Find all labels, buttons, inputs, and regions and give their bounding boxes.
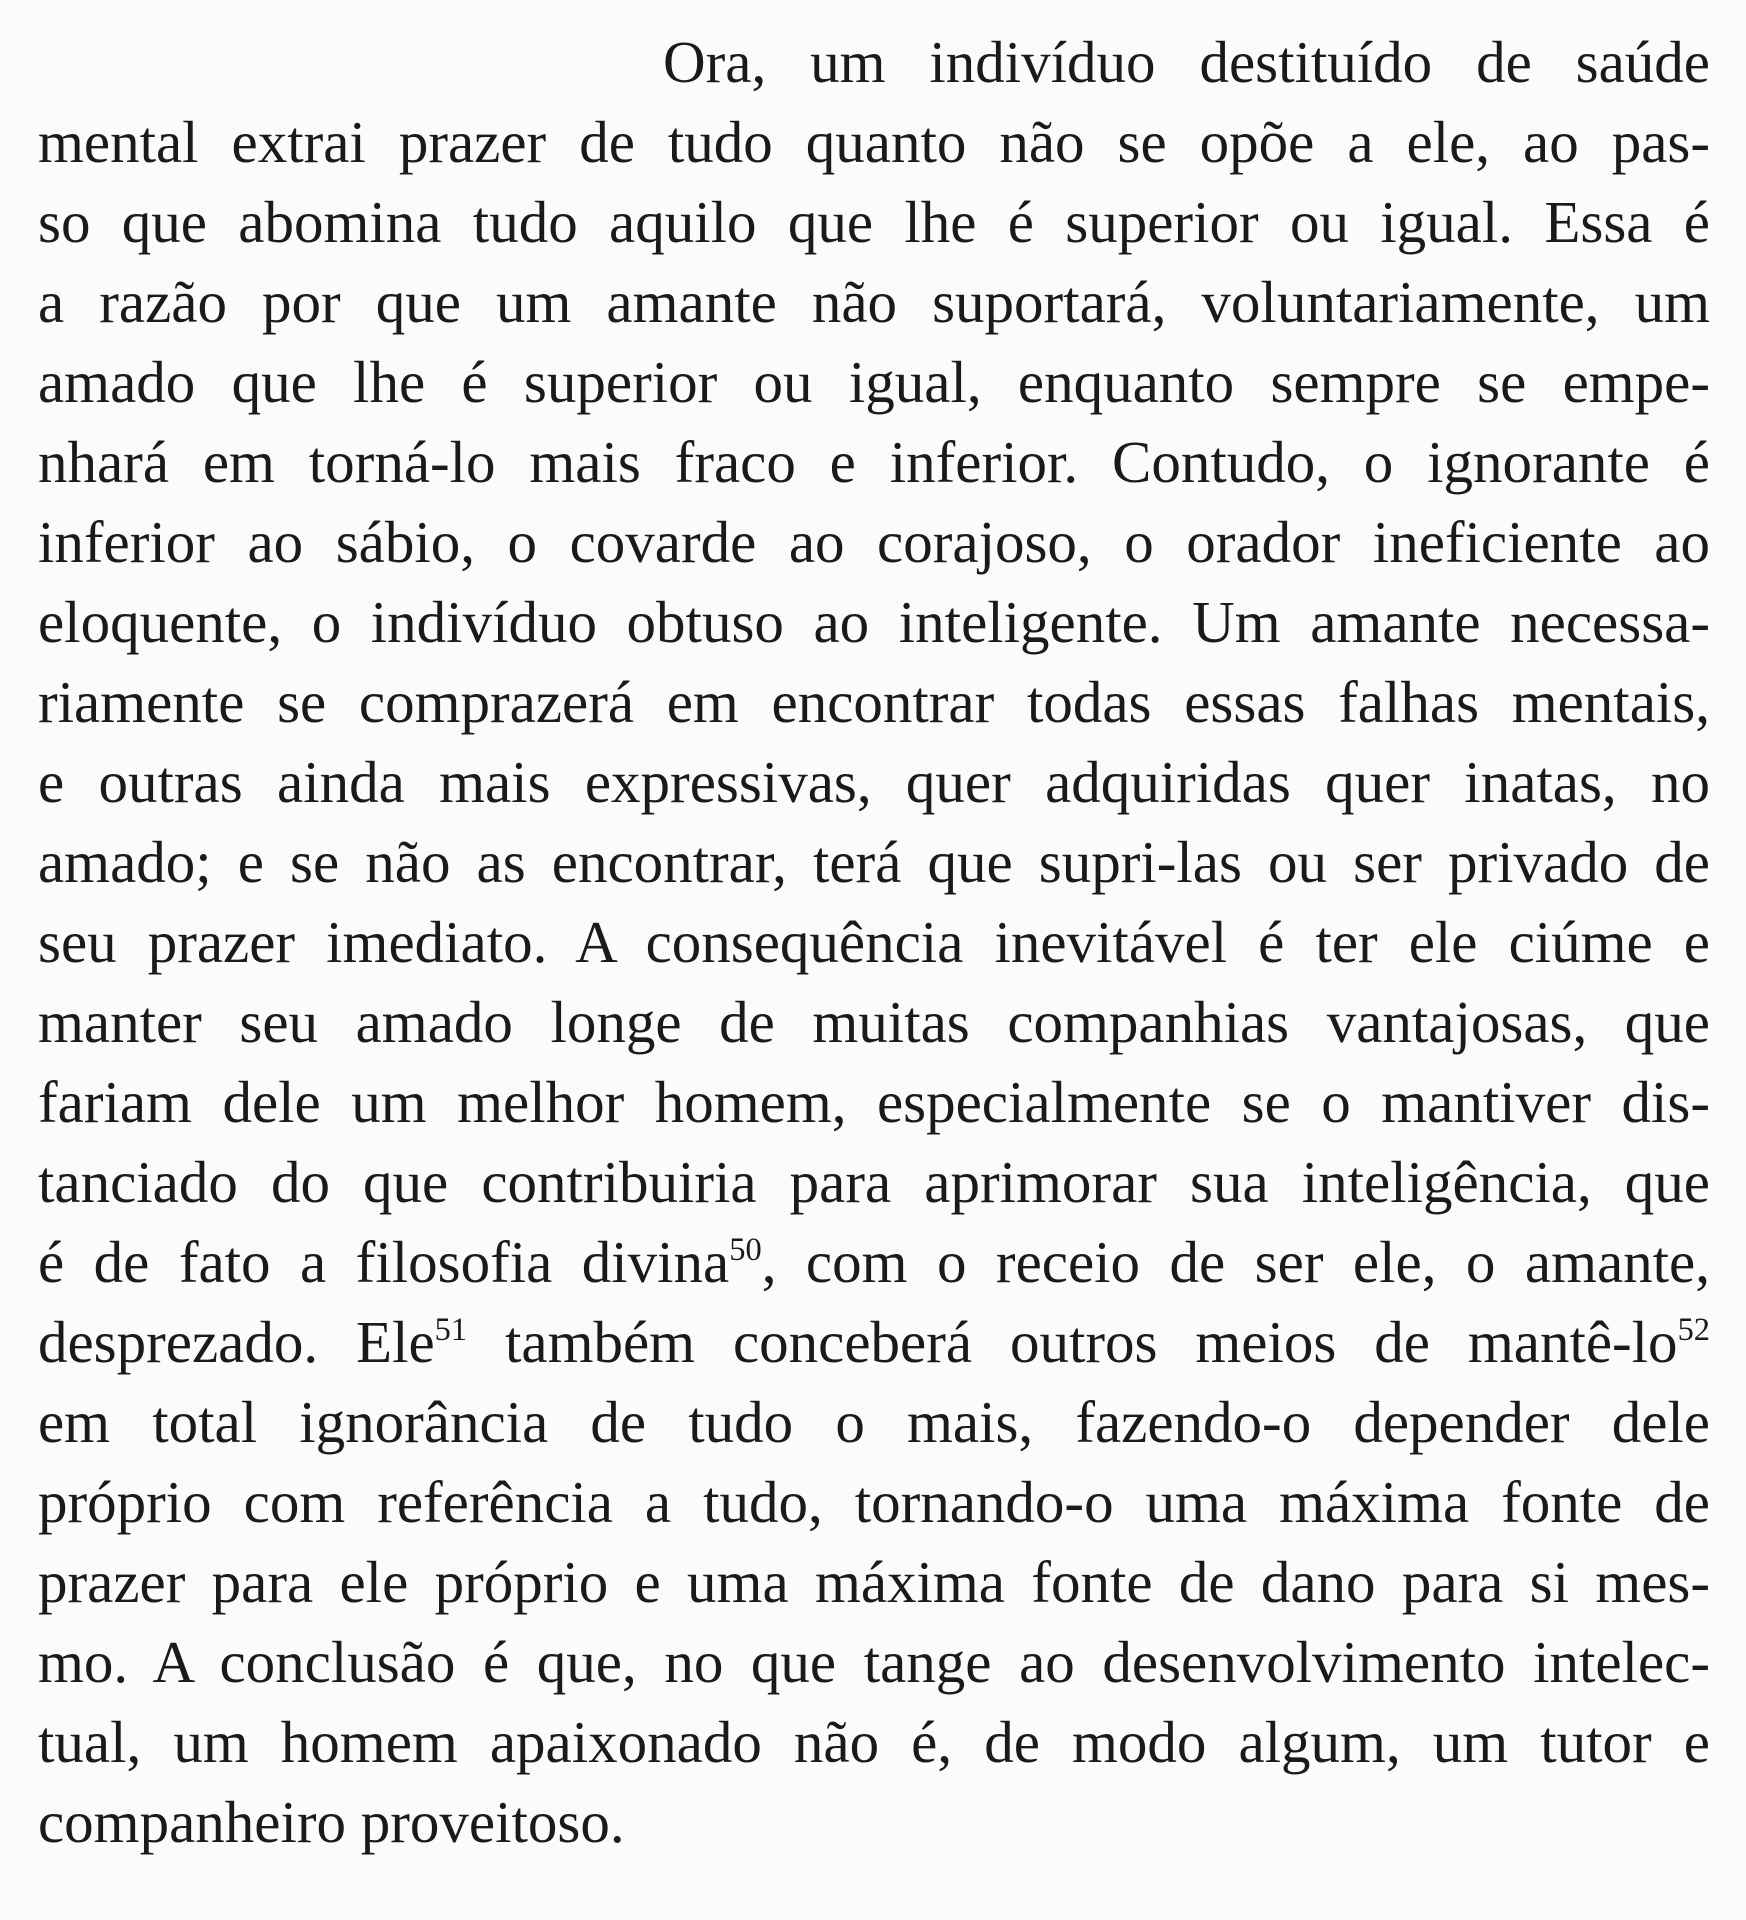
- text-line: próprio com referência a tudo, tornando-o uma máxima fonte de: [38, 1469, 1710, 1535]
- text-line: mo. A conclusão é que, no que tange ao desenvolvimento intelec-: [38, 1629, 1710, 1695]
- text-line: mental extrai prazer de tudo quanto não se opõe a ele, ao pas-: [38, 109, 1710, 175]
- text-segment: , com o receio de ser ele, o amante,: [761, 1229, 1710, 1295]
- book-page: [38, 22, 1710, 1902]
- text-line: a razão por que um amante não suportará, voluntariamente, um: [38, 269, 1710, 335]
- text-line: seu prazer imediato. A consequência inevitável é ter ele ciúme e: [38, 909, 1710, 975]
- text-line: amado que lhe é superior ou igual, enquanto sempre se empe-: [38, 349, 1710, 415]
- text-line: so que abomina tudo aquilo que lhe é superior ou igual. Essa é: [38, 189, 1710, 255]
- text-line: nhará em torná-lo mais fraco e inferior. Contudo, o ignorante é: [38, 429, 1710, 495]
- footnote-ref[interactable]: 50: [729, 1231, 762, 1268]
- text-segment: também conceberá outros meios de mantê-lo: [467, 1309, 1678, 1375]
- text-line: prazer para ele próprio e uma máxima fonte de dano para si mes-: [38, 1549, 1710, 1615]
- text-line: companheiro proveitoso.: [38, 1789, 625, 1855]
- text-line: tual, um homem apaixonado não é, de modo algum, um tutor e: [38, 1709, 1710, 1775]
- text-line: eloquente, o indivíduo obtuso ao inteligente. Um amante necessa-: [38, 589, 1710, 655]
- text-line: fariam dele um melhor homem, especialmente se o mantiver dis-: [38, 1069, 1710, 1135]
- text-line: em total ignorância de tudo o mais, fazendo-o depender dele: [38, 1389, 1710, 1455]
- text-line: riamente se comprazerá em encontrar todas essas falhas mentais,: [38, 669, 1710, 735]
- text-line: tanciado do que contribuiria para aprimorar sua inteligência, que: [38, 1149, 1710, 1215]
- text-line: [38, 1222, 1710, 1302]
- footnote-ref[interactable]: 52: [1677, 1311, 1710, 1348]
- text-line: Ora, um indivíduo destituído de saúde: [663, 29, 1710, 95]
- text-line: amado; e se não as encontrar, terá que supri-las ou ser privado de: [38, 829, 1710, 895]
- text-line: inferior ao sábio, o covarde ao corajoso, o orador ineficiente ao: [38, 509, 1710, 575]
- text-line: [38, 1302, 1710, 1382]
- text-segment: desprezado. Ele: [38, 1309, 435, 1375]
- text-segment: é de fato a filosofia divina: [38, 1229, 730, 1295]
- text-line: manter seu amado longe de muitas companhias vantajosas, que: [38, 989, 1710, 1055]
- text-line: e outras ainda mais expressivas, quer adquiridas quer inatas, no: [38, 749, 1710, 815]
- footnote-ref[interactable]: 51: [434, 1311, 468, 1348]
